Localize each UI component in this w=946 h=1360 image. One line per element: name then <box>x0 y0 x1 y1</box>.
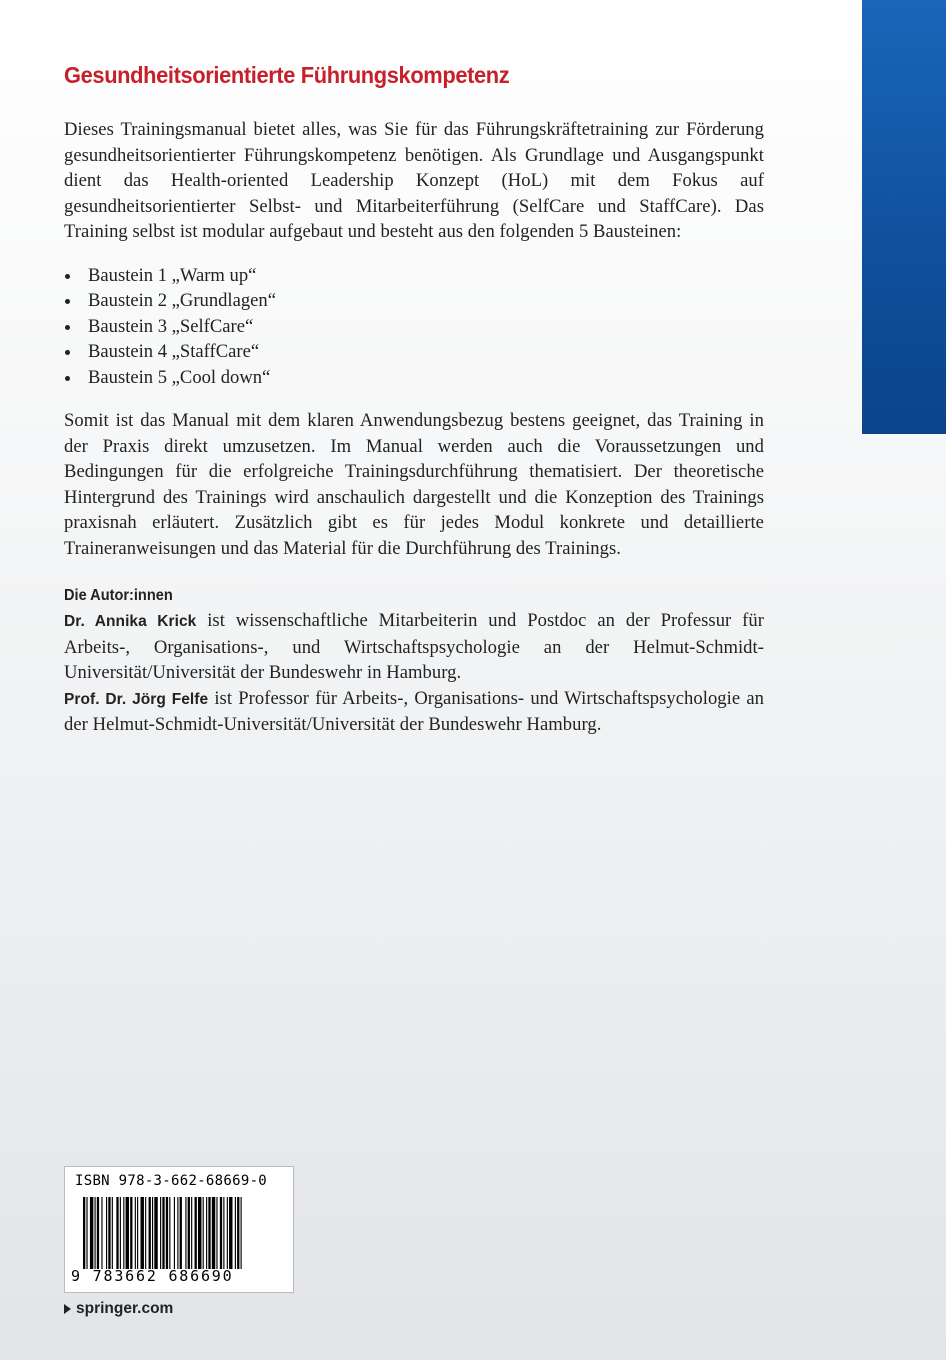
barcode-bar <box>106 1197 107 1269</box>
author-name: Dr. Annika Krick <box>64 613 197 630</box>
barcode-bar <box>83 1197 85 1269</box>
module-list <box>64 263 764 391</box>
barcode-bar <box>241 1197 242 1269</box>
barcode-bar <box>162 1197 164 1269</box>
publisher-url: springer.com <box>76 1300 174 1317</box>
barcode-bar <box>90 1197 93 1269</box>
barcode-bar <box>235 1197 236 1269</box>
barcode-bar <box>229 1197 232 1269</box>
barcode-graphic <box>83 1197 287 1269</box>
barcode-bar <box>185 1197 186 1269</box>
list-item: Baustein 5 „Cool down“ <box>64 365 764 391</box>
author-bio: ist Professor für Arbeits-, Organisations- und Wirtschaftspsychologie an der Helmut-Schmidt-Universität/Universität der Bundeswehr Hamburg. <box>64 687 765 735</box>
barcode-bar <box>237 1197 239 1269</box>
publisher-link[interactable] <box>64 1300 173 1318</box>
barcode-bar <box>97 1197 99 1269</box>
barcode-bar <box>95 1197 96 1269</box>
arrow-icon <box>64 1304 71 1314</box>
barcode-bar <box>180 1197 182 1269</box>
barcode-bar <box>206 1197 207 1269</box>
author-bio: ist wissenschaftliche Mitarbeiterin und Postdoc an der Professur für Arbeits-, Organisations-, und Wirtschaftspsychologie an der Helmut-Schmidt-Universität/Universität der Bundeswehr in Hamburg. <box>64 610 764 683</box>
barcode-bar <box>135 1197 136 1269</box>
barcode-bar <box>86 1197 87 1269</box>
barcode-bar <box>120 1197 121 1269</box>
intro-paragraph: Dieses Trainingsmanual bietet alles, was Sie für das Führungskräftetraining zur Förderung gesundheitsorientierter Führungskompetenz benötigen. Als Grundlage und Ausgangspunkt dient das Health-oriented Leadership Konzept (HoL) mit dem Fokus auf gesundheitsorientierter Selbst- und Mitarbeiterführung (SelfCare und StaffCare). Das Training selbst ist modular aufgebaut und besteht aus den folgenden 5 Bausteinen: <box>64 119 764 242</box>
bullet-icon <box>65 325 70 330</box>
list-item: Baustein 2 „Grundlagen“ <box>64 288 764 314</box>
author-name: Prof. Dr. Jörg Felfe <box>64 690 209 708</box>
bullet-icon <box>65 350 70 355</box>
barcode-bar <box>208 1197 210 1269</box>
barcode-bar <box>123 1197 124 1269</box>
barcode-bar <box>191 1197 192 1269</box>
authors-heading: Die Autor:innen <box>64 587 173 604</box>
barcode-bar <box>130 1197 132 1269</box>
barcode-bar <box>166 1197 168 1269</box>
barcode-bar <box>220 1197 222 1269</box>
authors-section <box>64 583 764 738</box>
barcode-bar <box>108 1197 110 1269</box>
list-item: Baustein 3 „SelfCare“ <box>64 314 764 340</box>
list-item: Baustein 1 „Warm up“ <box>64 263 764 289</box>
isbn-label: ISBN 978-3-662-68669-0 <box>75 1173 268 1189</box>
barcode-bar <box>177 1197 178 1269</box>
barcode-digits: 9 783662 686690 <box>71 1267 234 1285</box>
barcode-bar <box>137 1197 138 1269</box>
barcode-bar <box>141 1197 144 1269</box>
barcode-bar <box>169 1197 170 1269</box>
barcode-bar <box>112 1197 113 1269</box>
barcode-bar <box>101 1197 102 1269</box>
author-entry <box>64 608 764 686</box>
barcode-bar <box>149 1197 151 1269</box>
bullet-icon <box>65 376 70 381</box>
list-item: Baustein 4 „StaffCare“ <box>64 339 764 365</box>
barcode-bar <box>126 1197 129 1269</box>
barcode-bar <box>195 1197 197 1269</box>
back-cover-text <box>64 62 764 738</box>
barcode-bar <box>216 1197 217 1269</box>
barcode-bar <box>212 1197 215 1269</box>
barcode-bar <box>152 1197 153 1269</box>
bullet-icon <box>65 274 70 279</box>
barcode-bar <box>223 1197 224 1269</box>
barcode-bar <box>188 1197 190 1269</box>
isbn-barcode <box>64 1166 294 1293</box>
barcode-bar <box>227 1197 228 1269</box>
barcode-bar <box>174 1197 175 1269</box>
barcode-bar <box>116 1197 118 1269</box>
barcode-bar <box>198 1197 201 1269</box>
barcode-bar <box>203 1197 204 1269</box>
barcode-bar <box>145 1197 146 1269</box>
blue-accent-tab <box>862 0 946 434</box>
author-entry <box>64 686 764 738</box>
summary-paragraph: Somit ist das Manual mit dem klaren Anwendungsbezug bestens geeignet, das Training in der Praxis direkt umzusetzen. Im Manual werden auch die Voraussetzungen und Bedingungen für die erfolgreiche Trainingsdurchführung thematisiert. Der theoretische Hintergrund des Trainings wird anschaulich dargestellt und die Konzeption des Trainings praxisnah erläutert. Zusätzlich gibt es für jedes Modul konkrete und detaillierte Traineranweisungen und das Material für die Durchführung des Trainings. <box>64 410 764 559</box>
barcode-bar <box>154 1197 157 1269</box>
book-title: Gesundheitsorientierte Führungskompetenz <box>64 62 510 88</box>
barcode-bar <box>160 1197 161 1269</box>
bullet-icon <box>65 299 70 304</box>
